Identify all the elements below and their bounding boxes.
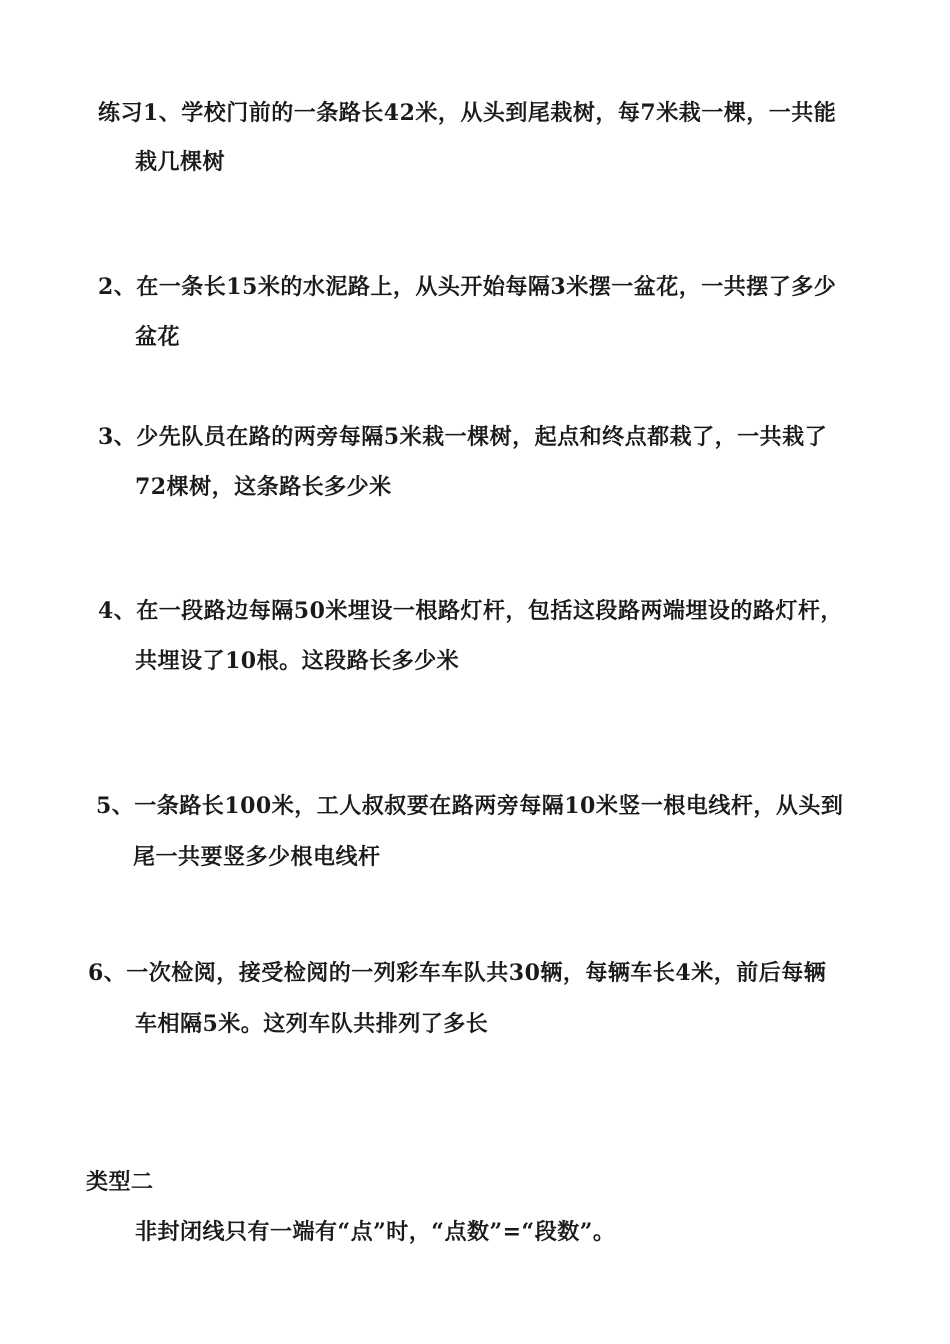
problem-4-line-2: 共埋设了10根。这段路长多少米 [135, 648, 460, 674]
problem-2-line-2: 盆花 [135, 324, 181, 350]
problem-1-line-2: 栽几棵树 [135, 149, 226, 175]
problem-2-line-1: 2、在一条长15米的水泥路上，从头开始每隔3米摆一盆花，一共摆了多少 [98, 274, 837, 300]
section-title: 类型二 [86, 1169, 154, 1195]
problem-5-line-1: 5、一条路长100米，工人叔叔要在路两旁每隔10米竖一根电线杆，从头到 [96, 793, 844, 819]
section-rule: 非封闭线只有一端有“点”时，“点数”=“段数”。 [135, 1219, 616, 1245]
problem-3-line-1: 3、少先队员在路的两旁每隔5米栽一棵树，起点和终点都栽了，一共栽了 [98, 424, 828, 450]
problem-4-line-1: 4、在一段路边每隔50米埋设一根路灯杆，包括这段路两端埋设的路灯杆， [98, 598, 843, 624]
problem-1-line-1: 练习1、学校门前的一条路长42米，从头到尾栽树，每7米栽一棵，一共能 [98, 100, 837, 126]
problem-6-line-2: 车相隔5米。这列车队共排列了多长 [135, 1011, 489, 1037]
problem-3-line-2: 72棵树，这条路长多少米 [135, 474, 392, 500]
problem-5-line-2: 尾一共要竖多少根电线杆 [133, 844, 381, 870]
problem-6-line-1: 6、一次检阅，接受检阅的一列彩车车队共30辆，每辆车长4米，前后每辆 [88, 960, 827, 986]
